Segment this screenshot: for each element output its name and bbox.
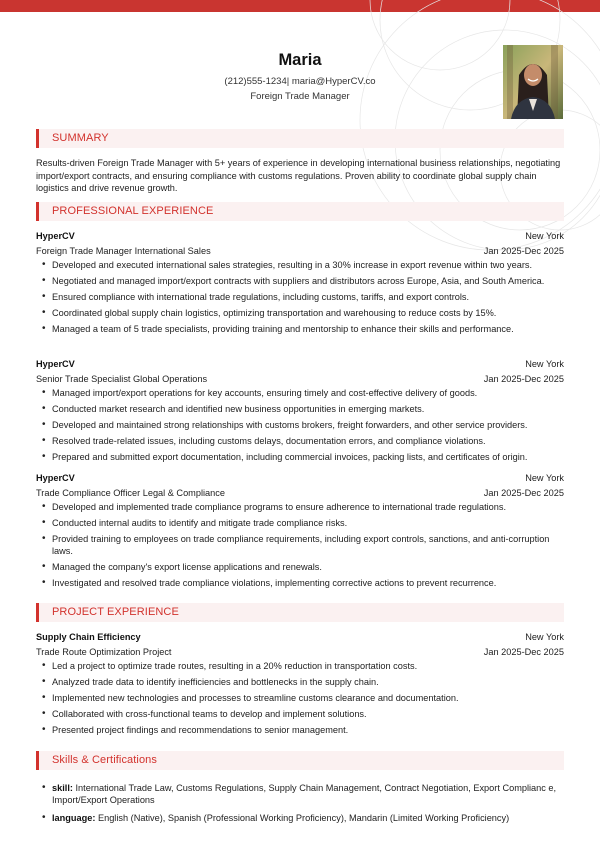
dates: Jan 2025-Dec 2025 — [483, 246, 564, 256]
top-accent-bar — [0, 0, 600, 12]
section-title: PROFESSIONAL EXPERIENCE — [52, 205, 214, 217]
bullet-item: • Developed and implemented trade compliance programs to ensure adherence to international trade regulations. — [52, 501, 564, 513]
bullet-item: • Investigated and resolved trade compliance violations, implementing corrective actions to prevent recurrence. — [52, 577, 564, 589]
bullet-list — [36, 259, 564, 335]
section-title: PROJECT EXPERIENCE — [52, 606, 179, 618]
resume-header — [36, 50, 564, 103]
bullet-item: • Presented project findings and recommendations to senior management. — [52, 724, 564, 736]
job-title: Foreign Trade Manager — [250, 91, 350, 102]
bullet-list — [36, 387, 564, 463]
bullet-item: • Developed and maintained strong relationships with customs brokers, freight forwarders, and other service providers. — [52, 419, 564, 431]
bullet-list — [36, 660, 564, 736]
email[interactable]: maria@HyperCV.co — [291, 76, 376, 87]
project-entry — [36, 630, 564, 740]
company: HyperCV — [36, 473, 75, 483]
skill-item — [52, 782, 564, 807]
bullet-item: • Coordinated global supply chain logistics, optimizing transportation and warehousing to reduce costs by 15%. — [52, 307, 564, 319]
bullet-item: • Developed and executed international sales strategies, resulting in a 30% increase in export revenue within two years. — [52, 259, 564, 271]
skill-label: skill: — [52, 783, 73, 793]
phone: (212)555-1234 — [224, 76, 287, 87]
bullet-item: • Collaborated with cross-functional teams to develop and implement solutions. — [52, 708, 564, 720]
contact-line — [36, 76, 564, 88]
location: New York — [525, 359, 564, 369]
bullet-item: • Managed a team of 5 trade specialists, providing training and mentorship to enhance their skills and performance. — [52, 323, 564, 335]
position: Foreign Trade Manager International Sales — [36, 246, 211, 256]
experience-entry — [36, 471, 564, 593]
location: New York — [525, 231, 564, 241]
company: HyperCV — [36, 231, 75, 241]
location: New York — [525, 632, 564, 642]
language-item — [52, 812, 564, 824]
bullet-item: • Analyzed trade data to identify inefficiencies and bottlenecks in the supply chain. — [52, 676, 564, 688]
dates: Jan 2025-Dec 2025 — [483, 374, 564, 384]
section-title: SUMMARY — [52, 132, 109, 144]
candidate-name: Maria — [278, 51, 322, 69]
profile-photo — [503, 45, 563, 119]
contact-separator: | — [286, 76, 290, 87]
bullet-item: • Negotiated and managed import/export contracts with suppliers and distributors across Europe, Asia, and South America. — [52, 275, 564, 287]
experience-entry — [36, 229, 564, 339]
bullet-item: • Resolved trade-related issues, including customs delays, documentation errors, and compliance violations. — [52, 435, 564, 447]
bullet-item: • Conducted market research and identified new business opportunities in emerging markets. — [52, 403, 564, 415]
dates: Jan 2025-Dec 2025 — [483, 647, 564, 657]
section-header-projects — [36, 603, 564, 622]
project-subtitle: Trade Route Optimization Project — [36, 647, 172, 657]
language-label: language: — [52, 812, 96, 823]
bullet-item: • Led a project to optimize trade routes, resulting in a 20% reduction in transportation costs. — [52, 660, 564, 672]
skills-list — [36, 782, 564, 829]
bullet-item: • Prepared and submitted export documentation, including commercial invoices, packing lists, and certificates of origin. — [52, 451, 564, 463]
position: Trade Compliance Officer Legal & Compliance — [36, 488, 225, 498]
project-name: Supply Chain Efficiency — [36, 632, 141, 642]
bullet-list — [36, 782, 564, 824]
bullet-item: • Provided training to employees on trade compliance requirements, including export controls, sanctions, and anti-corruption laws. — [52, 533, 564, 558]
company: HyperCV — [36, 359, 75, 369]
bullet-item: • Conducted internal audits to identify and mitigate trade compliance risks. — [52, 517, 564, 529]
summary-text: Results-driven Foreign Trade Manager with 5+ years of experience in developing international business relationships, negotiating import/export contracts, and ensuring compliance with customs regulations. Proven ability to coordinate global supply chain logistics and drive revenue growth. — [36, 158, 561, 194]
position: Senior Trade Specialist Global Operations — [36, 374, 208, 384]
bullet-item: • Managed the company's export license applications and renewals. — [52, 561, 564, 573]
section-header-summary — [36, 129, 564, 148]
language-value: English (Native), Spanish (Professional Working Proficiency), Mandarin (Limited Working Proficiency) — [97, 812, 510, 823]
experience-entry — [36, 357, 564, 467]
section-header-skills — [36, 751, 564, 770]
section-title: Skills & Certifications — [52, 754, 157, 766]
dates: Jan 2025-Dec 2025 — [483, 488, 564, 498]
section-header-experience — [36, 202, 564, 221]
bullet-item: • Implemented new technologies and processes to streamline customs clearance and documentation. — [52, 692, 564, 704]
bullet-list — [36, 501, 564, 590]
bullet-item: • Managed import/export operations for key accounts, ensuring timely and cost-effective delivery of goods. — [52, 387, 564, 399]
bullet-item: • Ensured compliance with international trade regulations, including customs, tariffs, and export controls. — [52, 291, 564, 303]
skill-value: International Trade Law, Customs Regulations, Supply Chain Management, Contract Negotiation, Export Complianc e, Import/Export Operations — [52, 783, 557, 806]
location: New York — [525, 473, 564, 483]
